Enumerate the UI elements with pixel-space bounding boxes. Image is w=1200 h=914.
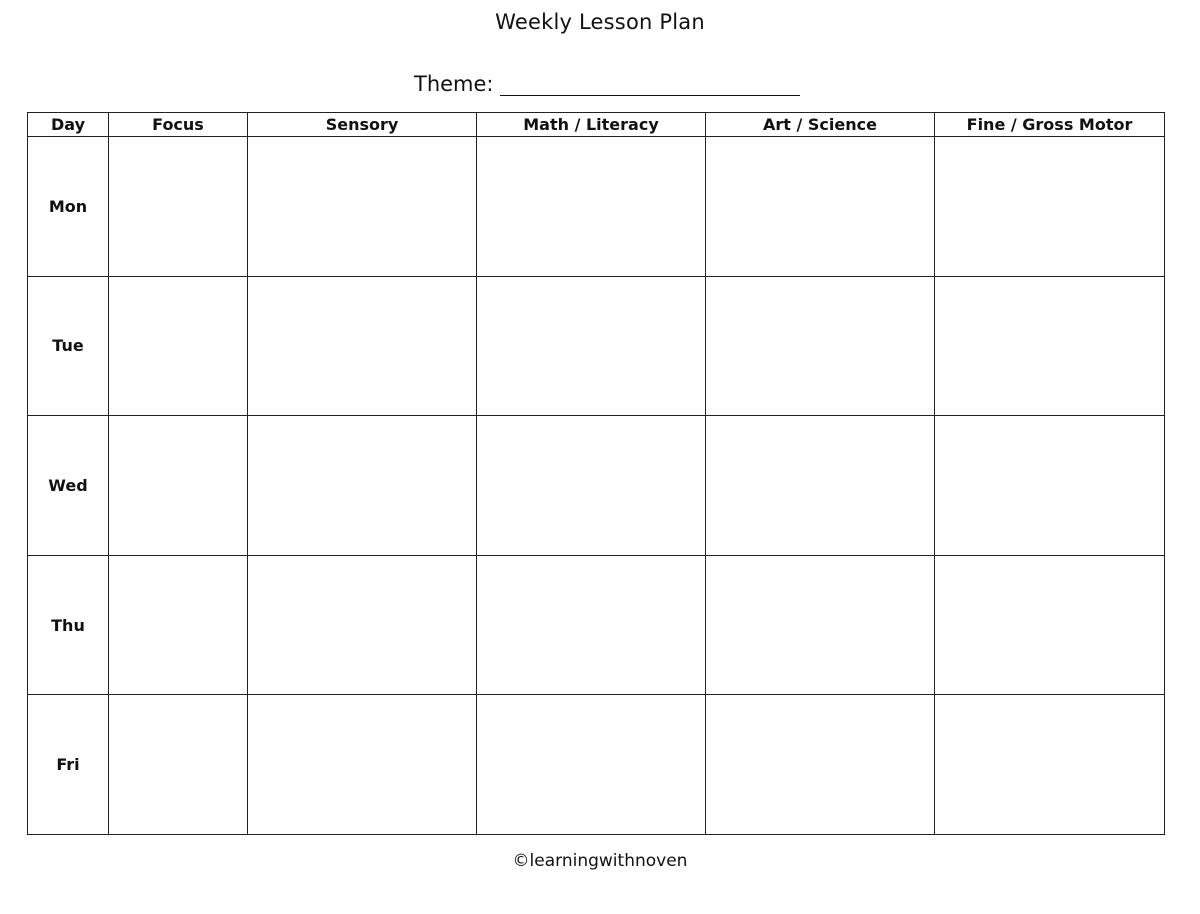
day-label-mon: Mon: [28, 137, 109, 277]
cell-sensory[interactable]: [248, 137, 477, 277]
header-sensory: Sensory: [248, 113, 477, 137]
cell-art-science[interactable]: [706, 137, 935, 277]
theme-row: [414, 68, 800, 96]
cell-art-science[interactable]: [706, 695, 935, 835]
cell-sensory[interactable]: [248, 276, 477, 416]
table-row: [28, 137, 1165, 277]
header-fine-gross-motor: Fine / Gross Motor: [935, 113, 1165, 137]
table-row: [28, 276, 1165, 416]
cell-fine-gross-motor[interactable]: [935, 416, 1165, 556]
header-art-science: Art / Science: [706, 113, 935, 137]
table-row: [28, 416, 1165, 556]
day-label-tue: Tue: [28, 276, 109, 416]
header-math-literacy: Math / Literacy: [477, 113, 706, 137]
cell-sensory[interactable]: [248, 416, 477, 556]
cell-math-literacy[interactable]: [477, 695, 706, 835]
header-row: [28, 113, 1165, 137]
cell-math-literacy[interactable]: [477, 555, 706, 695]
copyright-footer: ©learningwithnoven: [512, 851, 688, 871]
table-row: [28, 695, 1165, 835]
cell-sensory[interactable]: [248, 555, 477, 695]
day-label-wed: Wed: [28, 416, 109, 556]
day-label-thu: Thu: [28, 555, 109, 695]
page-title: Weekly Lesson Plan: [495, 10, 705, 34]
cell-sensory[interactable]: [248, 695, 477, 835]
cell-focus[interactable]: [109, 695, 248, 835]
header-focus: Focus: [109, 113, 248, 137]
header-day: Day: [28, 113, 109, 137]
cell-math-literacy[interactable]: [477, 416, 706, 556]
cell-focus[interactable]: [109, 137, 248, 277]
cell-focus[interactable]: [109, 416, 248, 556]
cell-fine-gross-motor[interactable]: [935, 695, 1165, 835]
lesson-plan-table: [27, 112, 1165, 835]
cell-math-literacy[interactable]: [477, 276, 706, 416]
cell-art-science[interactable]: [706, 416, 935, 556]
day-label-fri: Fri: [28, 695, 109, 835]
theme-label: Theme:: [414, 72, 494, 96]
theme-fill-line[interactable]: [500, 77, 800, 96]
cell-focus[interactable]: [109, 555, 248, 695]
cell-math-literacy[interactable]: [477, 137, 706, 277]
cell-fine-gross-motor[interactable]: [935, 555, 1165, 695]
cell-fine-gross-motor[interactable]: [935, 276, 1165, 416]
cell-art-science[interactable]: [706, 555, 935, 695]
table-row: [28, 555, 1165, 695]
cell-art-science[interactable]: [706, 276, 935, 416]
cell-focus[interactable]: [109, 276, 248, 416]
cell-fine-gross-motor[interactable]: [935, 137, 1165, 277]
